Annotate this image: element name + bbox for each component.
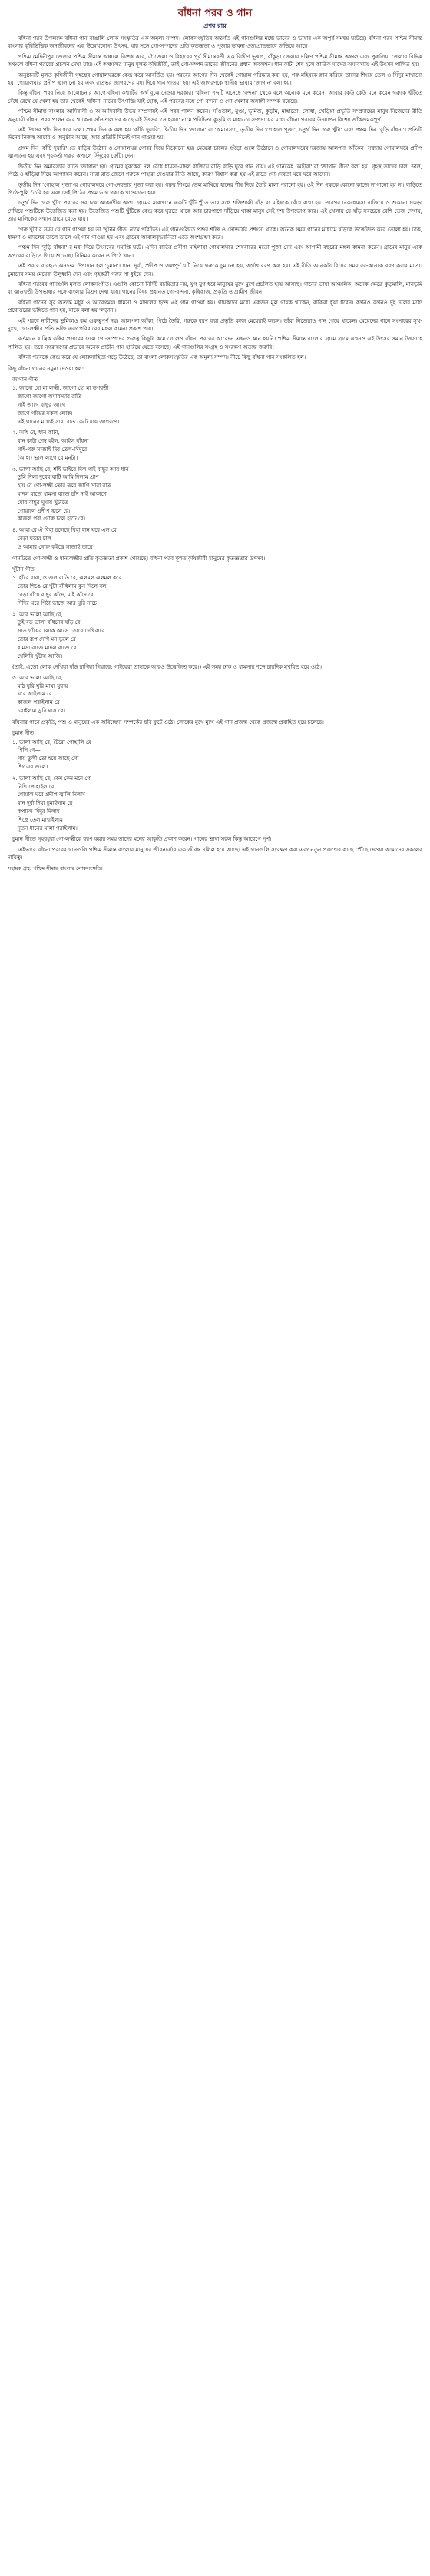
song-verse: ৪. আহা রে ঐ বিহা চলেছে বিহা ধান ঘরে এল রে বেড়া ঘরের চাল ও আমার গোরু কইত্তে সাজাই তারে।: [12, 527, 117, 550]
body-paragraph: এই পরবে নারীদের ভূমিকাও কম গুরুত্বপূর্ণ নয়। আলপনা আঁকা, পিঠে তৈরি, গরুকে বরণ করা প্রভৃতি কাজ মেয়েরাই করেন। তাঁরা নিজেরাও গান গেয়ে থাকেন। মেয়েদের গানে সংসারের সুখ-দুঃখ, গো-লক্ষ্মীর প্রতি ভক্তি এবং পরিবারের মঙ্গল কামনা প্রকাশ পায়।: [8, 317, 422, 332]
song-verse: ৩. আর ভালা আছি রে, মাঠ ঘুরি ঘুরি মাথা ঘুরায় ঘরে আইলাম রে কাজল পরাইলাম রে চরাইলাম ডুরি ঘাস রে।: [12, 674, 68, 714]
reference-note: সহায়ক গ্রন্থ: পশ্চিম সীমান্ত বাংলার লোকসংস্কৃতি।: [8, 865, 103, 871]
khuntan-heading: খুঁটান গীত: [12, 566, 35, 573]
body-paragraph: 'গরু খুঁটা'র সময় যে গান গাওয়া হয় তা 'খুঁটান গীত' নামে পরিচিত। এই গানগুলিতে পশুর শক্তি ও সৌন্দর্যের প্রশংসা থাকে। অনেক সময় গানের মাধ্যমে ষাঁড়কে উত্তেজিত করে তোলা হয়। ঢাক, ধামসা ও মাদলের তালে তালে এই গান গাওয়া হয় এবং গ্রামের আবালবৃদ্ধবনিতা এতে অংশগ্রহণ করে।: [8, 226, 422, 241]
jagan-songs: [8, 384, 422, 551]
song-verse: ১. হাঁরে বাবা, ও জলাবাতি রে, ঝলমল ঝলমল করে তোর শিঙে রে খুঁটা বাঁধিলাম কুন দিলে বল বেড়া বাঁধে বাছুর কাঁদে, মাই কাঁদে রে দিদির ঘরে পিঠা ভাজে আর ঘুরি নাচে।: [12, 575, 122, 606]
body-paragraph: কিন্তু বাঁধনা পরব নিয়ে আলোচনার আগে বাঁধনা কথাটির অর্থ বুঝে নেওয়া দরকার। 'বাঁধনা' শব্দটি এসেছে 'বন্দনা' থেকে বলে অনেকে মনে করেন। আবার কেউ কেউ মনে করেন গরুকে খুঁটিতে বেঁধে রেখে যে খেলা হয় তার থেকেই 'বাঁধনা' নামের উৎপত্তি। যাই হোক, এই পরবের সঙ্গে গো-বন্দনা ও গো-খেলার অঙ্গাঙ্গী সম্পর্ক রয়েছে।: [8, 90, 422, 105]
article-author: প্রণব রায়: [203, 22, 227, 29]
body-paragraph: বাঁধনা পরবকে কেন্দ্র করে যে লোকসাহিত্য গড়ে উঠেছে, তা বাংলা লোকসংস্কৃতির এক অমূল্য সম্পদ। নীচে কিছু বাঁধনা গান সংকলিত হল।: [18, 354, 306, 361]
body-paragraph: বাঁধনা পরবের গানগুলি মূলত লোকসংগীত। এগুলি কোনো নির্দিষ্ট রচয়িতার নয়, যুগ যুগ ধরে মানুষের মুখে মুখে প্রচলিত হয়ে আসছে। গানের ভাষা আঞ্চলিক, অনেক ক্ষেত্রে কুড়মালি, মানভূমি বা ঝাড়খণ্ডী উপভাষার সঙ্গে বাংলার মিশ্রণ দেখা যায়। গানের বিষয় প্রধানত গো-বন্দনা, কৃষিকাজ, প্রকৃতি ও গ্রামীণ জীবন।: [8, 281, 422, 296]
song-verse: ৩. ভালা আছি রে, শাঁই ভাইরে দিল গাই বাছুর আর ধান তুমি দিলা দুধের বাটি আমি দিলাম প্রাণ হায় রে গো-লক্ষ্মী তোর তরে জাগি সারা রাত মাদল বাজে ধামসা বাজে চাঁদ নাই আকাশে মোর বাছুর ঘুমায় খুঁটাতে গোয়ালে প্রদীপ জ্বলে রে। কাজল পরা গোরু চলে হাটে রে।: [12, 466, 129, 523]
article-page: [8, 0, 422, 872]
chuman-songs: [8, 739, 422, 833]
song-verse: ২. আর ভালা আছি রে, তুই বড় ভালা বাঁধনের ষাঁড় রে সাত গাঁয়ের লোক আসে তোরে দেখিবারে তোর রূপ দেখি মন ভুলে রে ধামসা বাজে মাদল বাজে রে খেলিবি খুঁটায় আজি।: [12, 611, 105, 659]
song-note-4: চুমান গীতে গৃহবধূরা গো-লক্ষ্মীকে বরণ করার সময় তাদের মনের আকুতি প্রকাশ করেন। গানের ভাষা সরল কিন্তু আবেগে পূর্ণ।: [12, 836, 272, 843]
body-paragraph: বাঁধনা পরব উপলক্ষে বাঁধনা গান বাঙালি লোক সংস্কৃতির এক অমূল্য সম্পদ। লোকসংস্কৃতির অন্তর্গত এই গানগুলির মধ্যে ভাবের ও ভাষার এক অপূর্ব সমন্বয় ঘটেছে। বাঁধনা পরব পশ্চিম সীমান্ত বাংলার কৃষিভিত্তিক জনজীবনের এক উল্লেখযোগ্য উৎসব, যার সঙ্গে গো-সম্পদের প্রতি কৃতজ্ঞতা ও পূজার ভাবনা ওতপ্রোতভাবে জড়িয়ে আছে।: [8, 35, 422, 50]
song-note-1: গানটিতে গো-লক্ষ্মী ও ধান্যলক্ষ্মীর প্রতি কৃতজ্ঞতা প্রকাশ পেয়েছে। বাঁধনা পরব মূলত কৃষিজীবী মানুষের কৃতজ্ঞতার উৎসব।: [12, 555, 266, 562]
song-note-2: (তাই, এতো লোক দেখিয়া ষাঁড় রাগিয়া গিয়াছে; গাইয়েরা তাহাকে আরও উত্তেজিত করে।) এই সময় ঢাক ও ধামসার শব্দে চারদিক মুখরিত হয়ে ওঠে।: [12, 664, 322, 671]
body-paragraph: পশ্চিম সীমান্ত বাংলার আদিবাসী ও অ-আদিবাসী উভয় সম্প্রদায়ই এই পরব পালন করেন। সাঁওতাল, মুণ্ডা, ভূমিজ, কুড়মি, মাহাতো, লোধা, খেড়িয়া প্রভৃতি সম্প্রদায়ের মানুষ নিজেদের রীতি অনুযায়ী বাঁধনা পরব পালন করে থাকেন। সাঁওতালদের কাছে এই উৎসব 'সোহরায়' নামে পরিচিত। কুড়মি ও মাহাতো সম্প্রদায়ের মধ্যে বাঁধনা পরবের উদযাপন বিশেষ জাঁকজমকপূর্ণ।: [8, 108, 422, 123]
body-paragraph: অনুষ্ঠানটি মূলত কৃষিজীবী গৃহস্থের গোয়ালঘরকে কেন্দ্র করে আবর্তিত হয়। পরবের আগের দিন থেকেই গোয়াল পরিষ্কার করা হয়, গরু-মহিষকে স্নান করিয়ে তাদের শিংয়ে তেল ও সিঁদুর মাখানো হয়। গোয়ালঘরে প্রদীপ জ্বালানো হয় এবং রাতভর জাগরণের মধ্য দিয়ে গান গাওয়া হয়। এই জাগরণকে স্থানীয় ভাষায় 'জাগান' বলা হয়।: [8, 71, 422, 87]
body-paragraph: চতুর্থ দিন 'গরু খুঁটা' পরবের সবচেয়ে আকর্ষণীয় অংশ। গ্রামের মাঝখানে একটি খুঁটি পুঁতে তার সঙ্গে শক্তিশালী ষাঁড় বা মহিষকে বেঁধে রাখা হয়। তারপর ঢাক-ধামসা বাজিয়ে ও শুকনো চামড়া দেখিয়ে পশুটিকে উত্তেজিত করা হয়। উত্তেজিত পশুটি খুঁটিকে কেন্দ্র করে ঘুরতে থাকে আর চারপাশে দাঁড়িয়ে থাকা মানুষ সেই দৃশ্য উপভোগ করে। এই খেলায় যে ষাঁড় সবচেয়ে বেশি তেজ দেখায়, তার মালিকের সম্মান গ্রামে বেড়ে যায়।: [8, 200, 422, 223]
body-paragraph: এই পরবে ব্যবহৃত অন্যতম উপাদান হল 'চুমান'। ধান, দূর্বা, প্রদীপ ও জলপূর্ণ ঘটি নিয়ে গরুকে চুমানো হয়, অর্থাৎ বরণ করা হয়। এই রীতি অনেকটা বিয়ের সময় বর-কনেকে বরণ করার মতো। চুমানের সময় মেয়েরা উলুধ্বনি দেন এবং গৃহকর্ত্রী গরুর পা ধুইয়ে দেন।: [8, 263, 422, 277]
closing-paragraph: এইভাবে বাঁধনা পরবের গানগুলি পশ্চিম সীমান্ত বাংলার মানুষের জীবনচর্যার এক জীবন্ত দলিল হয়ে আছে। এই গানগুলি সংরক্ষণ করা এবং নতুন প্রজন্মের কাছে পৌঁছে দেওয়া আমাদের সকলের দায়িত্ব।: [8, 846, 422, 861]
body-paragraph: বাঁধনা গানের সুর অত্যন্ত মধুর ও আবেগময়। ধামসা ও মাদলের ছন্দে এই গান গাওয়া হয়। গায়কদের মধ্যে একজন মূল গায়ক থাকেন, বাকিরা ধুয়া ধরেন। কখনও কখনও দুই দলের মধ্যে প্রশ্নোত্তরের ভঙ্গিতে গান হয়, যাকে বলা হয় 'লড়ান'।: [8, 299, 422, 314]
song-note-3: বাঁধনার গানে প্রকৃতি, পশু ও মানুষের এক অবিচ্ছেদ্য সম্পর্কের ছবি ফুটে ওঠে। লোকের মুখে মুখে এই গান প্রজন্ম থেকে প্রজন্মে প্রবাহিত হয়ে চলেছে।: [12, 719, 324, 725]
song-verse: ২. অহি রে, ধান কাটা, ধান কাটা শেষ হইল, আইল বাঁধনা গাই-গরু সাজাই দিব তেল-সিঁদুরে— (আহা) ভাল লাগে রে মনটা।: [12, 430, 93, 461]
article-title: বাঁধনা পরব ও গান: [177, 8, 253, 19]
jagan-heading: জাগান গীত: [12, 377, 38, 383]
article-intro: [8, 35, 422, 362]
khuntan-songs-more: [8, 674, 422, 715]
body-paragraph: পঞ্চম দিন 'বুড়ি বাঁধনা'-র মধ্য দিয়ে উৎসবের সমাপ্তি ঘটে। এদিন বাড়ির প্রবীণা মহিলারা গোয়ালঘরে শেষবারের মতো পূজা দেন এবং আগামী বছরের মঙ্গল কামনা করেন। গ্রামের মানুষ একে অপরের বাড়িতে গিয়ে শুভেচ্ছা বিনিময় করেন ও পিঠে খান।: [8, 244, 422, 259]
body-paragraph: প্রথম দিন 'কাঁচি দুয়ারি'-তে বাড়ির উঠোন ও গোয়ালঘর গোবর দিয়ে নিকোনো হয়। মেয়েরা চালের গুঁড়ো গুলে উঠোনে ও গোয়ালঘরের দরজায় আলপনা আঁকেন। সন্ধ্যায় গোয়ালঘরে প্রদীপ জ্বালানো হয় এবং গৃহকর্তা গরুর কপালে সিঁদুরের ফোঁটা দেন।: [8, 144, 422, 160]
body-paragraph: পশ্চিম মেদিনীপুর জেলার পশ্চিম সীমান্ত অঞ্চলে বিশেষ করে, ঐ জেলা ও বিহারের পূর্ব সীমান্তবর্তী এক বিস্তীর্ণ ভূখণ্ড, বাঁকুড়া জেলার দক্ষিণ পশ্চিম সীমান্ত অঞ্চল এবং পুরুলিয়া জেলার বিভিন্ন অঞ্চলে বাঁধনা পরবের প্রচলন দেখা যায়। এই অঞ্চলের মানুষ মূলত কৃষিজীবী, তাই গো-সম্পদ তাদের জীবনের প্রধান অবলম্বন। ধান কাটা শেষ হলে কার্তিক মাসের অমাবস্যায় এই উৎসব পালিত হয়।: [8, 53, 422, 68]
body-paragraph: বর্তমানে যান্ত্রিক কৃষির প্রসারের ফলে গো-সম্পদের গুরুত্ব কিছুটা কমে গেলেও বাঁধনা পরবের আবেদন এখনও ম্লান হয়নি। পশ্চিম সীমান্ত বাংলার গ্রামে গ্রামে এখনও এই উৎসব সমান উৎসাহে পালিত হয়। তবে নগরায়ণের প্রভাবে অনেক প্রাচীন গান হারিয়ে যেতে বসেছে। এই গানগুলির সংগ্রহ ও সংরক্ষণ অত্যন্ত জরুরি।: [8, 336, 422, 350]
song-verse: ১. ভালা আছি রে, টৈরো পোহালি রে পিসি গে— গায় তুলী তো হয়ে আছে গো শিং এর জলে।: [12, 739, 91, 770]
chuman-heading: চুমান গীত: [12, 730, 34, 737]
body-paragraph: তৃতীয় দিন 'গোহাল পূজা'-য় গোয়ালঘরে গো-দেবতার পূজা করা হয়। গরুর শিংয়ে তেল মাখিয়ে ধানের শীষ দিয়ে তৈরি মালা পরানো হয়। ওই দিন গরুকে কোনো কাজে লাগানো হয় না। বাড়িতে পিঠে-পুলি তৈরি হয় এবং সেই পিঠের প্রথম ভাগ গরুকে খাওয়ানো হয়।: [8, 181, 422, 196]
article-closing: [8, 846, 422, 862]
song-verse: ১. জাগো হো মা লক্ষ্মী, জাগো হো মা ভগবতী জাগো জাগো অমাবস্যার রাতি গাই জাগে বাছুর জাগে জাগে গাঁয়ের সকল লোক। এই গানের মধ্যেই সারা রাত কেটে যায় জাগরণে।: [12, 385, 120, 425]
song-verse: ২. ভালা আছি রে, কেম কেম মনে গে নিশি পোহাইল রে গোয়াল ঘরে প্রদীপ জ্বালি দিলাম ধান দূর্বা দিয়া চুমাইলাম রে কপালে সিঁদুর দিলাম শিঙে তেল মাখাইলাম নূতন ধানের মালা পরাইলাম।: [12, 775, 91, 832]
songs-section-heading: কিছু বাঁধনা গানের নমুনা দেওয়া হল:: [8, 365, 84, 372]
khuntan-songs: [8, 574, 422, 660]
body-paragraph: দ্বিতীয় দিন অমাবস্যার রাতে 'জাগান' হয়। গ্রামের যুবকেরা দল বেঁধে ধামসা-মাদল বাজিয়ে বাড়ি বাড়ি ঘুরে গান গায়। এই গানকেই 'অহীরা' বা 'জাগান গীত' বলা হয়। গৃহস্থ তাদের চাল, ডাল, পিঠে ও হাঁড়িয়া দিয়ে আপ্যায়ন করেন। সারা রাত জেগে গরুকে পাহারা দেওয়ার রীতি আছে, কারণ বিশ্বাস করা হয় এই রাতে গো-দেবতা ঘরে ঘরে আসেন।: [8, 163, 422, 178]
body-paragraph: এই উৎসব পাঁচ দিন ধরে চলে। প্রথম দিনকে বলা হয় 'কাঁচি দুয়ারি', দ্বিতীয় দিন 'জাগান' বা 'অমাবস্যা', তৃতীয় দিন 'গোহাল পূজা', চতুর্থ দিন 'গরু খুঁটা' এবং পঞ্চম দিন 'বুড়ি বাঁধনা'। প্রতিটি দিনের নিজস্ব আচার ও অনুষ্ঠান আছে, আর প্রতিটি দিনেই গান গাওয়া হয়।: [8, 127, 422, 141]
